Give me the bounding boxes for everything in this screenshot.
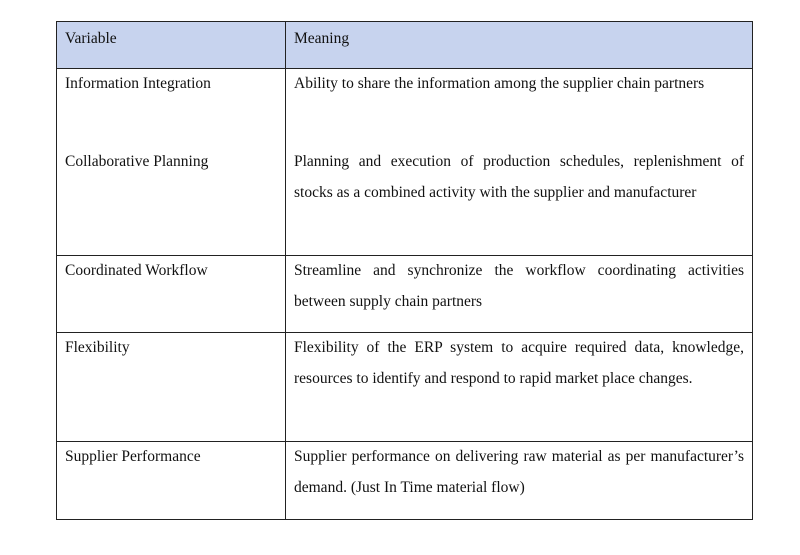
row-meaning: Planning and execution of production schedules, replenishment of stocks as a combined activity with the supplier and manufacturer bbox=[294, 153, 744, 201]
variables-table bbox=[56, 21, 753, 520]
row-meaning: Ability to share the information among the supplier chain partners bbox=[294, 75, 705, 92]
row-variable: Supplier Performance bbox=[65, 448, 201, 465]
header-variable: Variable bbox=[65, 30, 117, 47]
row-variable: Collaborative Planning bbox=[65, 153, 209, 170]
row-variable: Flexibility bbox=[65, 339, 130, 356]
row-variable: Coordinated Workflow bbox=[65, 262, 208, 279]
row-meaning: Flexibility of the ERP system to acquire required data, knowledge, resources to identify and respond to rapid market place changes. bbox=[294, 339, 744, 387]
row-meaning: Streamline and synchronize the workflow coordinating activities between supply chain partners bbox=[294, 262, 744, 310]
row-variable: Information Integration bbox=[65, 75, 211, 92]
row-meaning: Supplier performance on delivering raw material as per manufacturer’s demand. (Just In Time material flow) bbox=[294, 448, 744, 496]
column-divider bbox=[285, 22, 286, 519]
header-meaning: Meaning bbox=[294, 30, 350, 47]
